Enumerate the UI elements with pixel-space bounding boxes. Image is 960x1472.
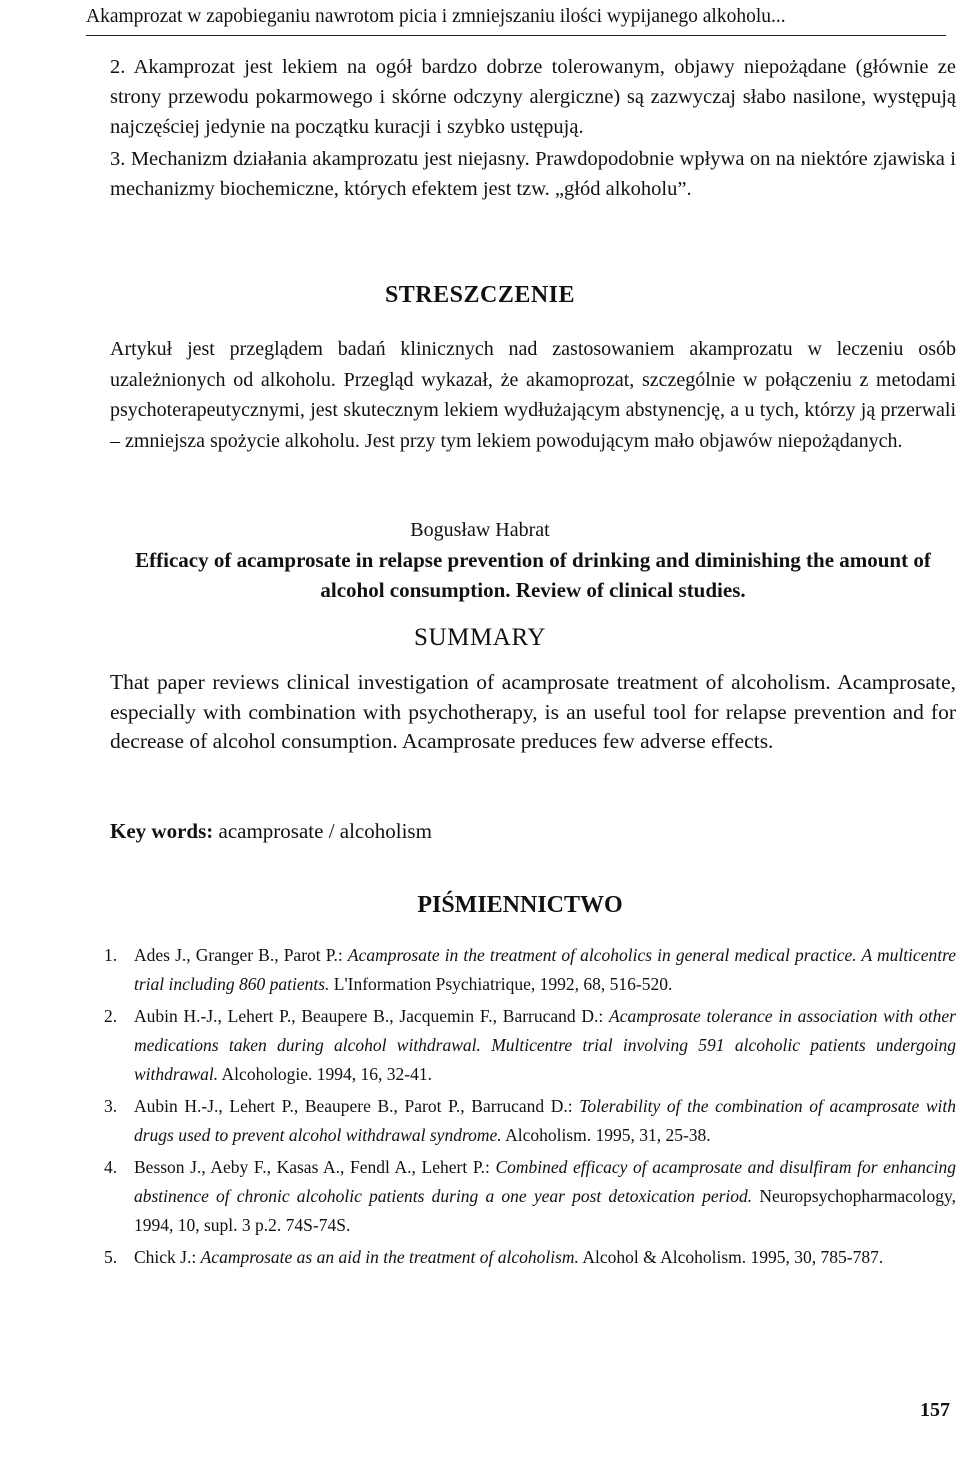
reference-authors: Aubin H.-J., Lehert P., Beaupere B., Jacquemin F., Barrucand D.:	[134, 1006, 604, 1026]
reference-item	[104, 1002, 956, 1089]
page-number: 157	[920, 1399, 950, 1421]
reference-source: Neuropsychopharmacology, 1994, 10, supl. 3 p.2. 74S-74S.	[134, 1186, 956, 1235]
running-head: Akamprozat w zapobieganiu nawrotom picia i zmniejszaniu ilości wypijanego alkoholu...	[86, 4, 946, 36]
reference-source: L'Information Psychiatrique, 1992, 68, 516-520.	[333, 974, 673, 994]
point-3	[110, 144, 956, 204]
reference-item	[104, 1092, 956, 1150]
reference-number: 4.	[104, 1157, 118, 1177]
numbered-points	[110, 52, 956, 204]
reference-authors: Ades J., Granger B., Parot P.:	[134, 945, 343, 965]
point-2	[110, 52, 956, 142]
reference-number: 1.	[104, 945, 118, 965]
reference-source: Alcoholism. 1995, 31, 25-38.	[505, 1125, 711, 1145]
summary-text: That paper reviews clinical investigation of acamprosate treatment of alcoholism. Acamprosate, especially with combination with psychotherapy, is an useful tool for relapse prevention and for decrease of alcohol consumption. Acamprosate preduces few adverse effects.	[110, 670, 956, 753]
reference-source: Alcohol & Alcoholism. 1995, 30, 785-787.	[582, 1247, 884, 1267]
reference-authors: Aubin H.-J., Lehert P., Beaupere B., Parot P., Barrucand D.:	[134, 1096, 573, 1116]
references-list	[104, 941, 956, 1275]
reference-number: 5.	[104, 1247, 118, 1267]
streszczenie-text: Artykuł jest przeglądem badań klinicznych nad zastosowaniem akamprozatu w leczeniu osób uzależnionych od alkoholu. Przegląd wykazał, że akamoprozat, szczególnie w połączeniu z metodami psychoterapeutycznymi, jest skutecznym lekiem wydłużającym abstynencję, a u tych, którzy ją przerwali – zmniejsza spożycie alkoholu. Jest przy tym lekiem powodującym mało objawów niepożądanych.	[110, 338, 956, 452]
summary-body	[110, 668, 956, 757]
reference-title: Combined efficacy of acamprosate and disulfiram for enhancing abstinence of chronic alcoholic patients during a one year post detoxication period.	[134, 1157, 957, 1206]
reference-item	[104, 1243, 956, 1272]
reference-source: Alcohologie. 1994, 16, 32-41.	[221, 1064, 433, 1084]
keywords	[110, 816, 432, 846]
reference-number: 3.	[104, 1096, 118, 1116]
author: Bogusław Habrat	[410, 519, 550, 541]
reference-item	[104, 1153, 956, 1240]
summary-heading: SUMMARY	[413, 624, 547, 651]
reference-title: Acamprosate as an aid in the treatment of alcoholism.	[200, 1247, 579, 1267]
references-heading: PIŚMIENNICTWO	[417, 892, 623, 918]
english-title: Efficacy of acamprosate in relapse prevention of drinking and diminishing the amount of alcohol consumption. Review of clinical studies.	[135, 548, 931, 602]
keywords-label: Key words:	[110, 819, 214, 843]
point-3-number: 3.	[110, 148, 126, 170]
reference-number: 2.	[104, 1006, 118, 1026]
reference-title: Tolerability of the combination of acamprosate with drugs used to prevent alcohol withdrawal syndrome.	[134, 1096, 957, 1145]
reference-authors: Chick J.:	[134, 1247, 197, 1267]
reference-authors: Besson J., Aeby F., Kasas A., Fendl A., Lehert P.:	[134, 1157, 490, 1177]
reference-title: Acamprosate in the treatment of alcoholics in general medical practice. A multicentre trial including 860 patients.	[134, 945, 956, 994]
keywords-value: acamprosate / alcoholism	[218, 819, 432, 843]
point-2-text: Akamprozat jest lekiem na ogół bardzo dobrze tolerowanym, objawy niepożądane (głównie ze strony przewodu pokarmowego i skórne odczyny alergiczne) są zazwyczaj słabo nasilone, występują najczęściej jedynie na początku kuracji i szybko ustępują.	[110, 56, 957, 138]
reference-title: Acamprosate tolerance in association with other medications taken during alcohol withdrawal. Multicentre trial involving 591 alcoholic patients undergoing withdrawal.	[134, 1006, 956, 1084]
point-2-number: 2.	[110, 56, 126, 78]
reference-item	[104, 941, 956, 999]
streszczenie-heading: STRESZCZENIE	[384, 282, 576, 308]
streszczenie-body	[110, 334, 956, 456]
point-3-text: Mechanizm działania akamprozatu jest niejasny. Prawdopodobnie wpływa on na niektóre zjawiska i mechanizmy biochemiczne, których efektem jest tzw. „głód alkoholu”.	[110, 148, 957, 200]
